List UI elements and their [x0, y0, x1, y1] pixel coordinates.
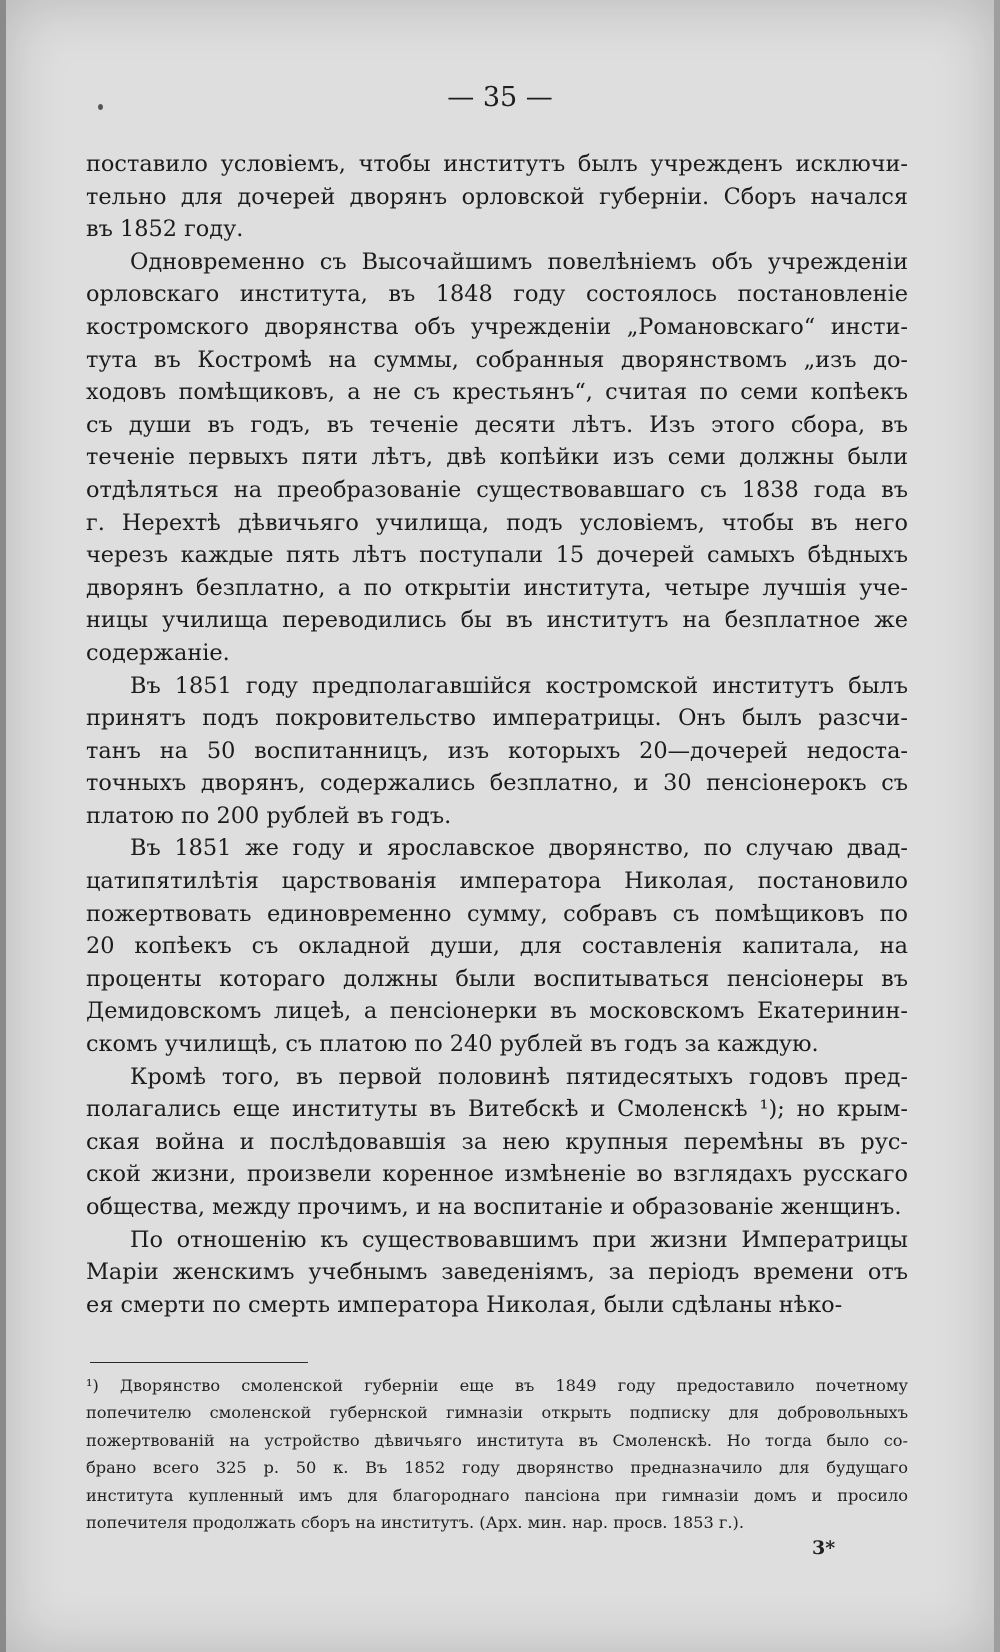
text-line: тельно для дочерей дворянъ орловской губерніи. Сборъ начался — [86, 183, 908, 210]
text-line: ея смерти по смерть императора Николая, были сдѣланы нѣко- — [86, 1291, 843, 1318]
text-line: отдѣляться на преобразованіе существовавшаго съ 1838 года въ — [86, 476, 908, 503]
text-line: платою по 200 рублей въ годъ. — [86, 802, 452, 829]
text-line: тута въ Костромѣ на суммы, собранныя дворянствомъ „изъ до- — [86, 346, 908, 373]
text-line: полагались еще институты въ Витебскѣ и Смоленскѣ ¹); но крым- — [86, 1096, 908, 1123]
footnote-line: института купленный имъ для благороднаго пансіона при гимназіи домъ и просило — [86, 1485, 908, 1505]
text-line: черезъ каждые пять лѣтъ поступали 15 дочерей самыхъ бѣдныхъ — [86, 542, 908, 569]
text-line: ской жизни, произвели коренное измѣненіе во взглядахъ русскаго — [86, 1161, 908, 1188]
text-line: По отношенію къ существовавшимъ при жизни Императрицы — [130, 1226, 908, 1253]
paragraph — [86, 1224, 908, 1322]
paragraph — [86, 148, 908, 246]
text-line: Маріи женскимъ учебнымъ заведеніямъ, за періодъ времени отъ — [86, 1259, 908, 1286]
text-line: дворянъ безплатно, а по открытіи института, четыре лучшія уче- — [86, 574, 908, 601]
text-line: проценты котораго должны были воспитываться пенсіонеры въ — [86, 965, 908, 992]
paragraph — [86, 832, 908, 1060]
footnote-line: попечителя продолжать сборъ на институтъ. (Арх. мин. нар. просв. 1853 г.). — [86, 1513, 744, 1533]
text-line: Одновременно съ Высочайшимъ повелѣніемъ объ учрежденіи — [130, 248, 908, 275]
text-line: принятъ подъ покровительство императрицы. Онъ былъ разсчи- — [86, 705, 908, 732]
footnote-line: ¹) Дворянство смоленской губерніи еще въ 1849 году предоставило почетному — [86, 1376, 908, 1395]
text-line: съ души въ годъ, въ теченіе десяти лѣтъ. Изъ этого сбора, въ — [86, 411, 908, 438]
book-page — [6, 0, 994, 1652]
text-line: Демидовскомъ лицеѣ, а пенсіонерки въ московскомъ Екатеринин- — [86, 998, 908, 1025]
text-line: ницы училища переводились бы въ институтъ на безплатное же — [86, 607, 908, 634]
text-line: цатипятилѣтія царствованія императора Николая, постановило — [86, 868, 908, 895]
text-line: г. Нерехтѣ дѣвичьяго училища, подъ условіемъ, чтобы въ него — [86, 509, 908, 536]
text-line: танъ на 50 воспитанницъ, изъ которыхъ 20—дочерей недоста- — [86, 737, 908, 764]
text-line: пожертвовать единовременно сумму, собравъ съ помѣщиковъ по — [86, 900, 908, 927]
text-line: орловскаго института, въ 1848 году состоялось постановленіе — [86, 281, 908, 308]
paragraph — [86, 246, 908, 670]
text-line: 20 копѣекъ съ окладной души, для составленія капитала, на — [86, 933, 908, 960]
text-line: общества, между прочимъ, и на воспитаніе и образованіе женщинъ. — [86, 1194, 902, 1220]
text-line: точныхъ дворянъ, содержались безплатно, и 30 пенсіонерокъ съ — [86, 770, 908, 797]
text-line: ская война и послѣдовавшія за нею крупныя перемѣны въ рус- — [86, 1128, 908, 1155]
main-text — [86, 148, 908, 1321]
text-line: костромского дворянства объ учрежденіи „Романовскаго“ инсти- — [86, 313, 908, 340]
paragraph — [86, 1061, 908, 1224]
text-line: теченіе первыхъ пяти лѣтъ, двѣ копѣйки изъ семи должны были — [86, 444, 908, 471]
footnote-block — [86, 1372, 908, 1536]
footnote-line: пожертвованій на устройство дѣвичьяго института въ Смоленскѣ. Но тогда было со- — [86, 1430, 908, 1450]
text-line: поставило условіемъ, чтобы институтъ былъ учрежденъ исключи- — [86, 151, 908, 177]
text-line: въ 1852 году. — [86, 216, 244, 243]
text-line: скомъ училищѣ, съ платою по 240 рублей въ годъ за каждую. — [86, 1031, 819, 1058]
page-number: — 35 — — [447, 82, 553, 113]
footnote-line: попечителю смоленской губернской гимназіи открыть подписку для добровольныхъ — [86, 1403, 908, 1423]
text-line: Въ 1851 же году и ярославское дворянство, по случаю двад- — [130, 835, 908, 862]
paragraph — [86, 670, 908, 833]
footnote-line: брано всего 325 р. 50 к. Въ 1852 году дворянство предназначило для будущаго — [86, 1458, 908, 1478]
text-line: ходовъ помѣщиковъ, а не съ крестьянъ“, считая по семи копѣекъ — [86, 379, 908, 406]
text-line: Кромѣ того, въ первой половинѣ пятидесятыхъ годовъ пред- — [130, 1063, 908, 1090]
text-line: Въ 1851 году предполагавшійся костромской институтъ былъ — [130, 672, 908, 699]
signature-mark: 3* — [812, 1537, 836, 1559]
text-line: содержаніе. — [86, 639, 230, 666]
footnote-divider — [90, 1362, 308, 1363]
